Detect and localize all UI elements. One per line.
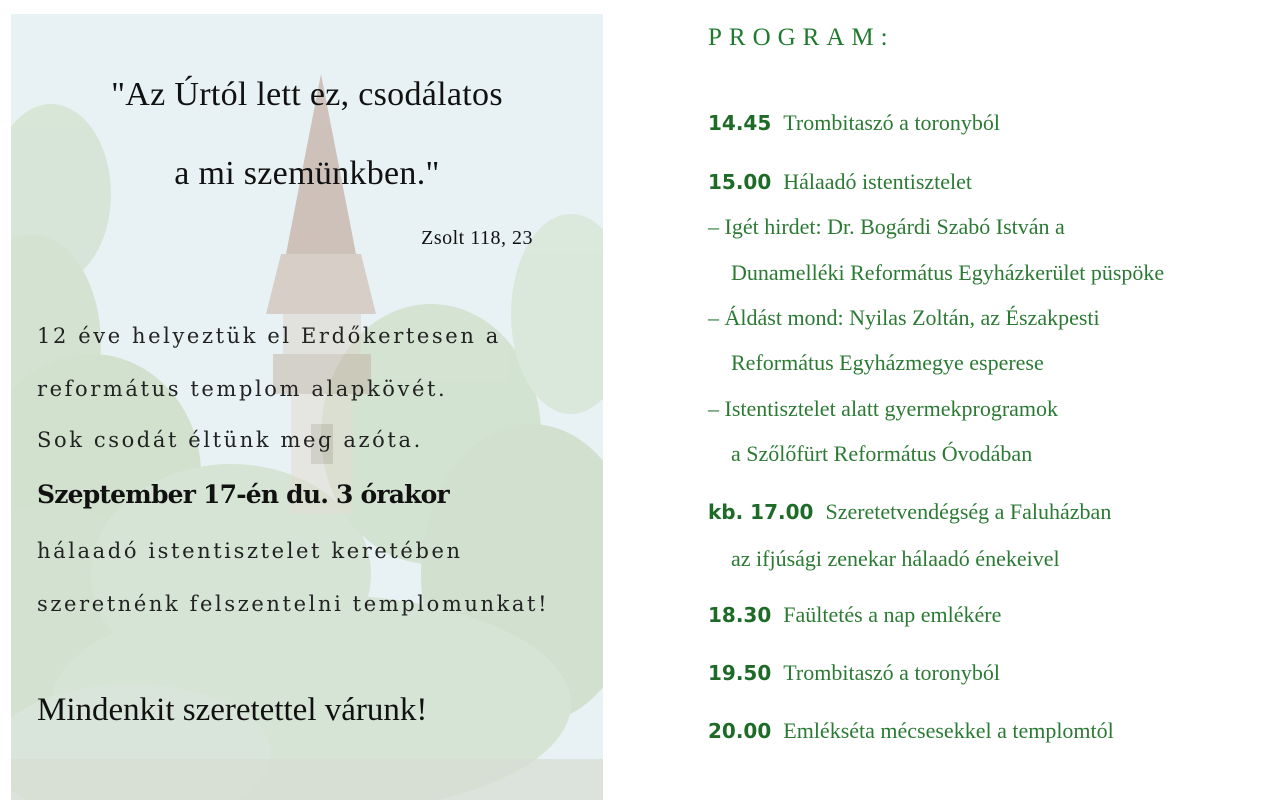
program-panel — [700, 0, 1270, 812]
program-text: Emlékséta mécsesekkel a templomtól — [783, 718, 1114, 743]
program-time: kb. 17.00 — [708, 500, 814, 524]
program-detail: a Szőlőfürt Református Óvodában — [731, 441, 1033, 466]
program-time: 14.45 — [708, 111, 772, 135]
quote-line-1: "Az Úrtól lett ez, csodálatos — [111, 76, 503, 113]
program-time: 15.00 — [708, 170, 772, 194]
quote-line-2: a mi szemünkben." — [174, 155, 440, 192]
event-date-line: Szeptember 17-én du. 3 órakor — [37, 480, 449, 509]
program-detail: – Istentisztelet alatt gyermekprogramok — [708, 396, 1059, 421]
program-detail: – Igét hirdet: Dr. Bogárdi Szabó István a — [708, 214, 1065, 239]
invitation-body-line: 12 éve helyeztük el Erdőkertesen a — [37, 324, 501, 348]
program-text: Faültetés a nap emlékére — [783, 602, 1002, 627]
program-text: Hálaadó istentisztelet — [783, 169, 973, 194]
program-detail: Református Egyházmegye esperese — [731, 350, 1044, 375]
program-item — [708, 499, 1111, 525]
program-time: 18.30 — [708, 603, 772, 627]
program-item — [708, 718, 1114, 744]
church-tower-illustration — [11, 14, 603, 800]
program-item — [708, 110, 1000, 136]
program-text: Szeretetvendégség a Faluházban — [825, 499, 1112, 524]
program-text: Trombitaszó a toronyból — [783, 110, 1000, 135]
quote-reference: Zsolt 118, 23 — [421, 227, 533, 249]
program-heading: PROGRAM: — [708, 24, 895, 51]
program-detail: Dunamelléki Református Egyházkerület püspöke — [731, 260, 1165, 285]
closing-invitation: Mindenkit szeretettel várunk! — [37, 692, 428, 728]
invitation-panel — [11, 14, 603, 800]
program-time: 19.50 — [708, 661, 772, 685]
invitation-body-line: hálaadó istentisztelet keretében — [37, 539, 463, 563]
program-item — [708, 660, 1000, 686]
program-item — [708, 602, 1001, 628]
program-detail: az ifjúsági zenekar hálaadó énekeivel — [731, 546, 1060, 571]
invitation-body-line: Sok csodát éltünk meg azóta. — [37, 428, 423, 452]
program-item — [708, 169, 972, 195]
invitation-body-line: református templom alapkövét. — [37, 377, 448, 401]
invitation-body-line: szeretnénk felszentelni templomunkat! — [37, 592, 550, 616]
program-time: 20.00 — [708, 719, 772, 743]
program-detail: – Áldást mond: Nyilas Zoltán, az Északpesti — [708, 305, 1100, 330]
program-text: Trombitaszó a toronyból — [783, 660, 1000, 685]
